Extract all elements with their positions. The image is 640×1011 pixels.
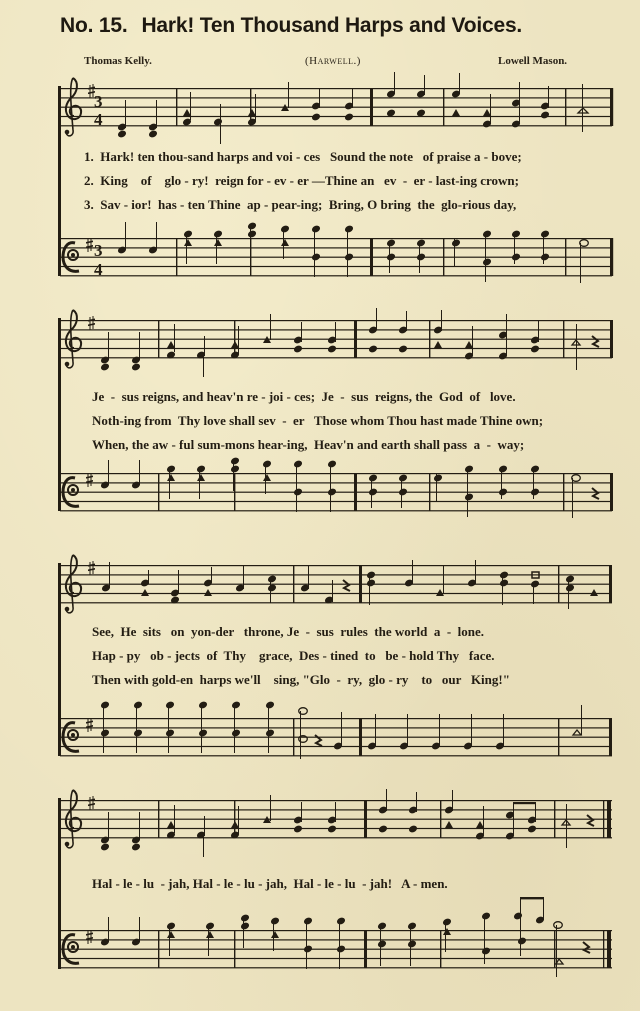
- svg-text:3: 3: [94, 241, 103, 260]
- lyric-verse-2: Noth-ing from Thy love shall sev - er Those whom Thou hast made Thine own;: [92, 413, 544, 428]
- lyric-verse-1: 1. Hark! ten thou-sand harps and voi - ces Sound the note of praise a - bove;: [84, 149, 522, 164]
- lyrics-system-4: [92, 872, 632, 896]
- lyric-verse-1: See, He sits on yon-der throne, Je - sus rules the world a - lone.: [92, 624, 485, 639]
- svg-text:4: 4: [94, 110, 103, 129]
- lyric-verse-2: Hap - py ob - jects of Thy grace, Des - tined to be - hold Thy face.: [92, 648, 495, 663]
- lyric-verse-3: 3. Sav - ior! has - ten Thine ap - pear-ing; Bring, O bring the glo-rious day,: [84, 197, 517, 212]
- lyric-verse-3: Then with gold-en harps we'll sing, "Glo - ry, glo - ry to our King!": [92, 672, 510, 687]
- hymn-number: No. 15.: [60, 14, 128, 37]
- words-credit: Thomas Kelly.: [84, 55, 152, 67]
- lyric-refrain: Hal - le - lu - jah, Hal - le - lu - jah, Hal - le - lu - jah! A - men.: [92, 876, 448, 891]
- svg-text:4: 4: [94, 260, 103, 279]
- lyrics-system-1: [84, 145, 624, 217]
- lyric-verse-3: When, the aw - ful sum-mons hear-ing, Heav'n and earth shall pass a - way;: [92, 437, 525, 452]
- hymn-title-text: Hark! Ten Thousand Harps and Voices.: [141, 14, 523, 37]
- lyric-verse-1: Je - sus reigns, and heav'n re - joi - ces; Je - sus reigns, the God of love.: [92, 389, 516, 404]
- lyrics-system-3: [92, 620, 632, 692]
- svg-text:3: 3: [94, 92, 103, 111]
- lyrics-system-2: [92, 385, 632, 457]
- tune-name: (Harwell.): [305, 55, 361, 67]
- lyric-verse-2: 2. King of glo - ry! reign for - ev - er —Thine an ev - er - last-ing crown;: [84, 173, 519, 188]
- music-credit: Lowell Mason.: [498, 55, 568, 67]
